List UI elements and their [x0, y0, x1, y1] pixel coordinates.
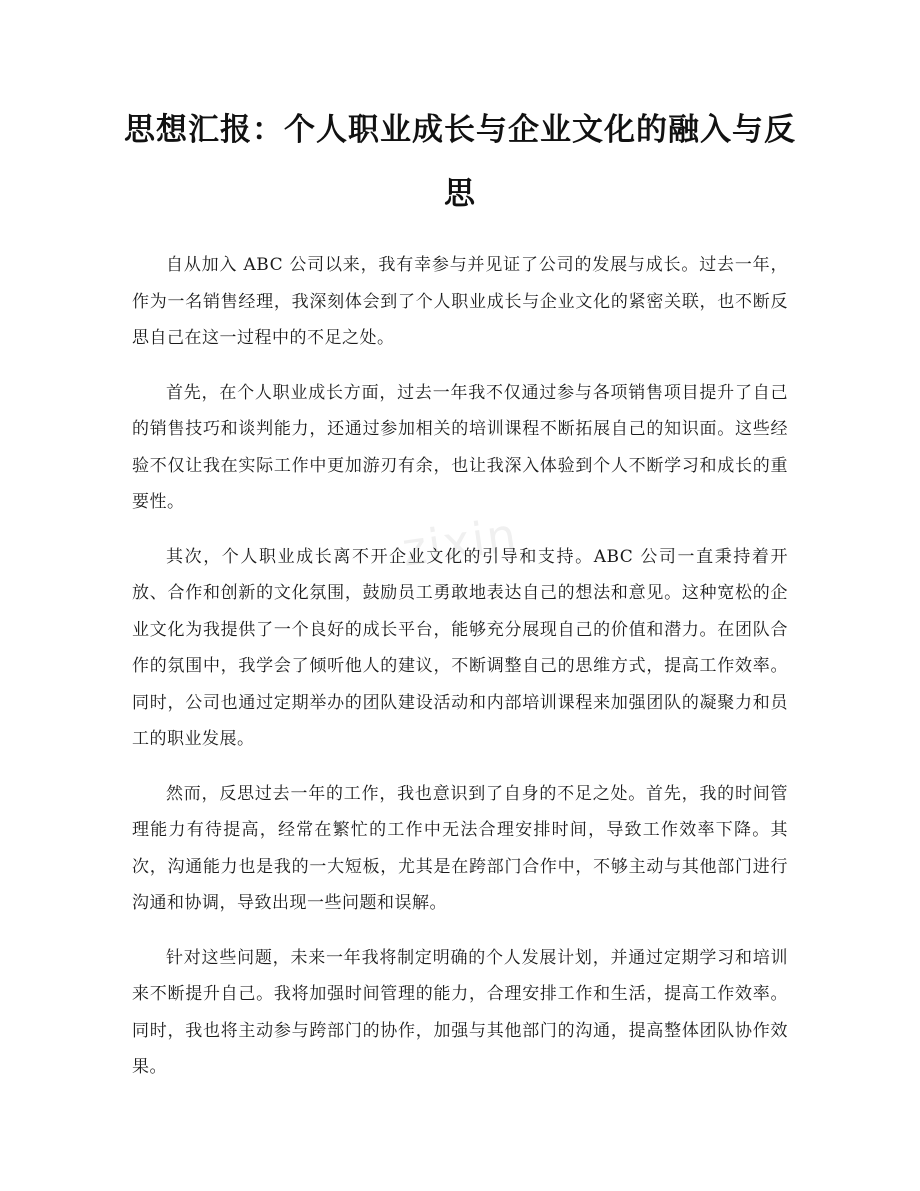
document-body: [132, 247, 788, 1104]
paragraph-4: 然而，反思过去一年的工作，我也意识到了自身的不足之处。首先，我的时间管理能力有待提高，经常在繁忙的工作中无法合理安排时间，导致工作效率下降。其次，沟通能力也是我的一大短板，尤其是在跨部门合作中，不够主动与其他部门进行沟通和协调，导致出现一些问题和误解。: [132, 783, 788, 913]
watermark: zixin: [398, 507, 522, 577]
document-title: 思想汇报：个人职业成长与企业文化的融入与反思: [124, 112, 796, 212]
paragraph-5: 针对这些问题，未来一年我将制定明确的个人发展计划，并通过定期学习和培训来不断提升自己。我将加强时间管理的能力，合理安排工作和生活，提高工作效率。同时，我也将主动参与跨部门的协作，加强与其他部门的沟通，提高整体团队协作效果。: [132, 947, 788, 1077]
paragraph-3: 其次，个人职业成长离不开企业文化的引导和支持。ABC 公司一直秉持着开放、合作和创新的文化氛围，鼓励员工勇敢地表达自己的想法和意见。这种宽松的企业文化为我提供了一个良好的成长平台，能够充分展现自己的价值和潜力。在团队合作的氛围中，我学会了倾听他人的建议，不断调整自己的思维方式，提高工作效率。同时，公司也通过定期举办的团队建设活动和内部培训课程来加强团队的凝聚力和员工的职业发展。: [132, 546, 788, 749]
paragraph-1: 自从加入 ABC 公司以来，我有幸参与并见证了公司的发展与成长。过去一年，作为一名销售经理，我深刻体会到了个人职业成长与企业文化的紧密关联，也不断反思自己在这一过程中的不足之处。: [132, 255, 788, 348]
paragraph-2: 首先，在个人职业成长方面，过去一年我不仅通过参与各项销售项目提升了自己的销售技巧和谈判能力，还通过参加相关的培训课程不断拓展自己的知识面。这些经验不仅让我在实际工作中更加游刃有余，也让我深入体验到个人不断学习和成长的重要性。: [132, 382, 788, 512]
